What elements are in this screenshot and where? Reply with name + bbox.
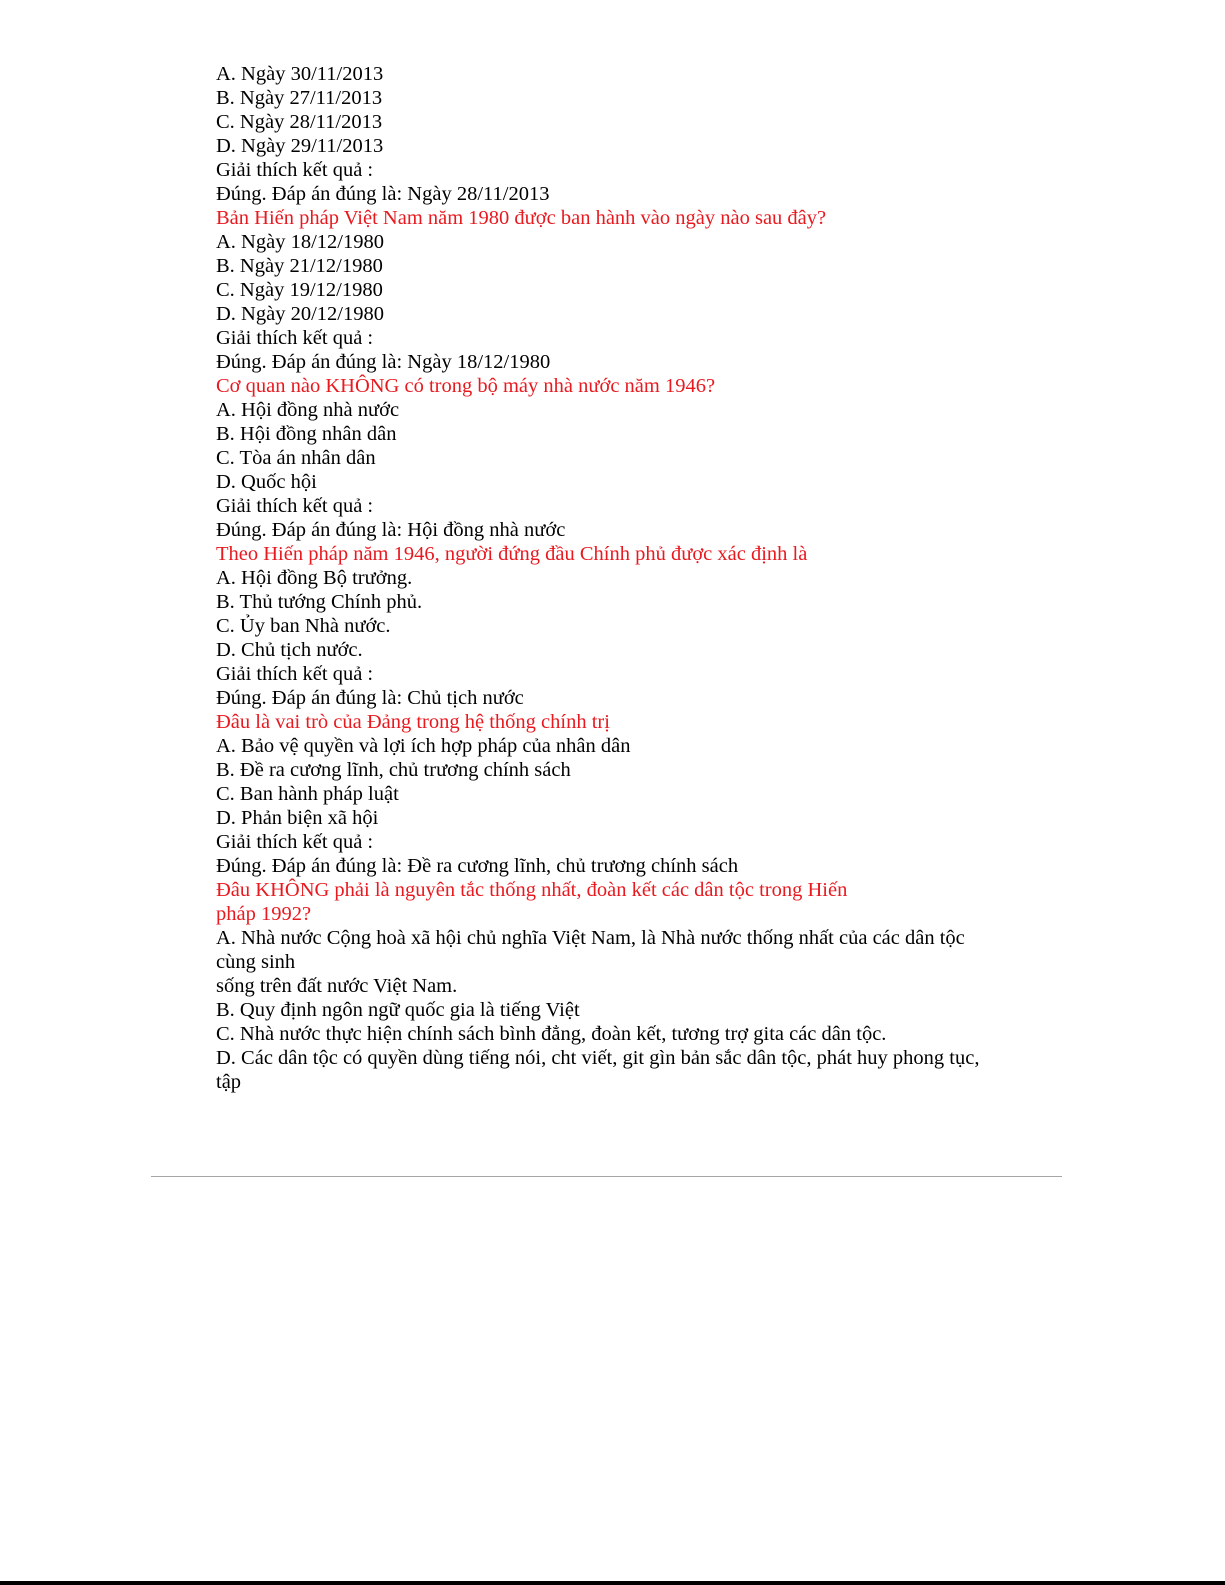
option-line: D. Ngày 29/11/2013 bbox=[216, 135, 384, 157]
option-line: D. Quốc hội bbox=[216, 471, 317, 493]
option-line: B. Thủ tướng Chính phủ. bbox=[216, 591, 423, 613]
question-line: pháp 1992? bbox=[216, 903, 312, 925]
answer-line: Đúng. Đáp án đúng là: Đề ra cương lĩnh, chủ trương chính sách bbox=[216, 855, 739, 877]
option-line: B. Đề ra cương lĩnh, chủ trương chính sách bbox=[216, 759, 571, 781]
page-divider bbox=[151, 1176, 1062, 1177]
option-line: A. Ngày 18/12/1980 bbox=[216, 231, 384, 253]
option-line: A. Bảo vệ quyền và lợi ích hợp pháp của nhân dân bbox=[216, 735, 631, 757]
option-line: D. Phản biện xã hội bbox=[216, 807, 379, 829]
option-line: C. Ban hành pháp luật bbox=[216, 783, 399, 805]
explain-line: Giải thích kết quả : bbox=[216, 495, 374, 517]
option-line: C. Ủy ban Nhà nước. bbox=[216, 615, 391, 637]
explain-line: Giải thích kết quả : bbox=[216, 159, 374, 181]
explain-line: Giải thích kết quả : bbox=[216, 663, 374, 685]
option-line: D. Các dân tộc có quyền dùng tiếng nói, cht viết, git gìn bản sắc dân tộc, phát huy phong tục, bbox=[216, 1047, 980, 1069]
option-line: sống trên đất nước Việt Nam. bbox=[216, 975, 458, 997]
option-line: B. Hội đồng nhân dân bbox=[216, 423, 397, 445]
question-line: Đâu là vai trò của Đảng trong hệ thống chính trị bbox=[216, 711, 610, 733]
option-line: C. Ngày 19/12/1980 bbox=[216, 279, 383, 301]
explain-line: Giải thích kết quả : bbox=[216, 831, 374, 853]
answer-line: Đúng. Đáp án đúng là: Ngày 18/12/1980 bbox=[216, 351, 551, 373]
option-line: A. Hội đồng Bộ trưởng. bbox=[216, 567, 413, 589]
option-line: A. Nhà nước Cộng hoà xã hội chủ nghĩa Việt Nam, là Nhà nước thống nhất của các dân tộc bbox=[216, 927, 965, 949]
option-line: A. Hội đồng nhà nước bbox=[216, 399, 400, 421]
option-line: D. Ngày 20/12/1980 bbox=[216, 303, 384, 325]
page-bottom-edge bbox=[0, 1581, 1225, 1585]
option-line: C. Nhà nước thực hiện chính sách bình đẳng, đoàn kết, tương trợ gita các dân tộc. bbox=[216, 1023, 887, 1045]
answer-line: Đúng. Đáp án đúng là: Ngày 28/11/2013 bbox=[216, 183, 550, 205]
option-line: C. Tòa án nhân dân bbox=[216, 447, 376, 469]
document-body bbox=[216, 62, 1016, 1094]
option-line: B. Ngày 27/11/2013 bbox=[216, 87, 383, 109]
question-line: Bản Hiến pháp Việt Nam năm 1980 được ban hành vào ngày nào sau đây? bbox=[216, 207, 827, 229]
option-line: B. Ngày 21/12/1980 bbox=[216, 255, 383, 277]
answer-line: Đúng. Đáp án đúng là: Hội đồng nhà nước bbox=[216, 519, 566, 541]
option-line: B. Quy định ngôn ngữ quốc gia là tiếng Việt bbox=[216, 999, 580, 1021]
question-line: Cơ quan nào KHÔNG có trong bộ máy nhà nước năm 1946? bbox=[216, 375, 716, 397]
question-line: Đâu KHÔNG phải là nguyên tắc thống nhất, đoàn kết các dân tộc trong Hiến bbox=[216, 879, 848, 901]
option-line: A. Ngày 30/11/2013 bbox=[216, 63, 384, 85]
option-line: D. Chủ tịch nước. bbox=[216, 639, 363, 661]
option-line: tập bbox=[216, 1071, 242, 1093]
answer-line: Đúng. Đáp án đúng là: Chủ tịch nước bbox=[216, 687, 524, 709]
option-line: C. Ngày 28/11/2013 bbox=[216, 111, 383, 133]
option-line: cùng sinh bbox=[216, 951, 296, 973]
explain-line: Giải thích kết quả : bbox=[216, 327, 374, 349]
question-line: Theo Hiến pháp năm 1946, người đứng đầu Chính phủ được xác định là bbox=[216, 543, 808, 565]
